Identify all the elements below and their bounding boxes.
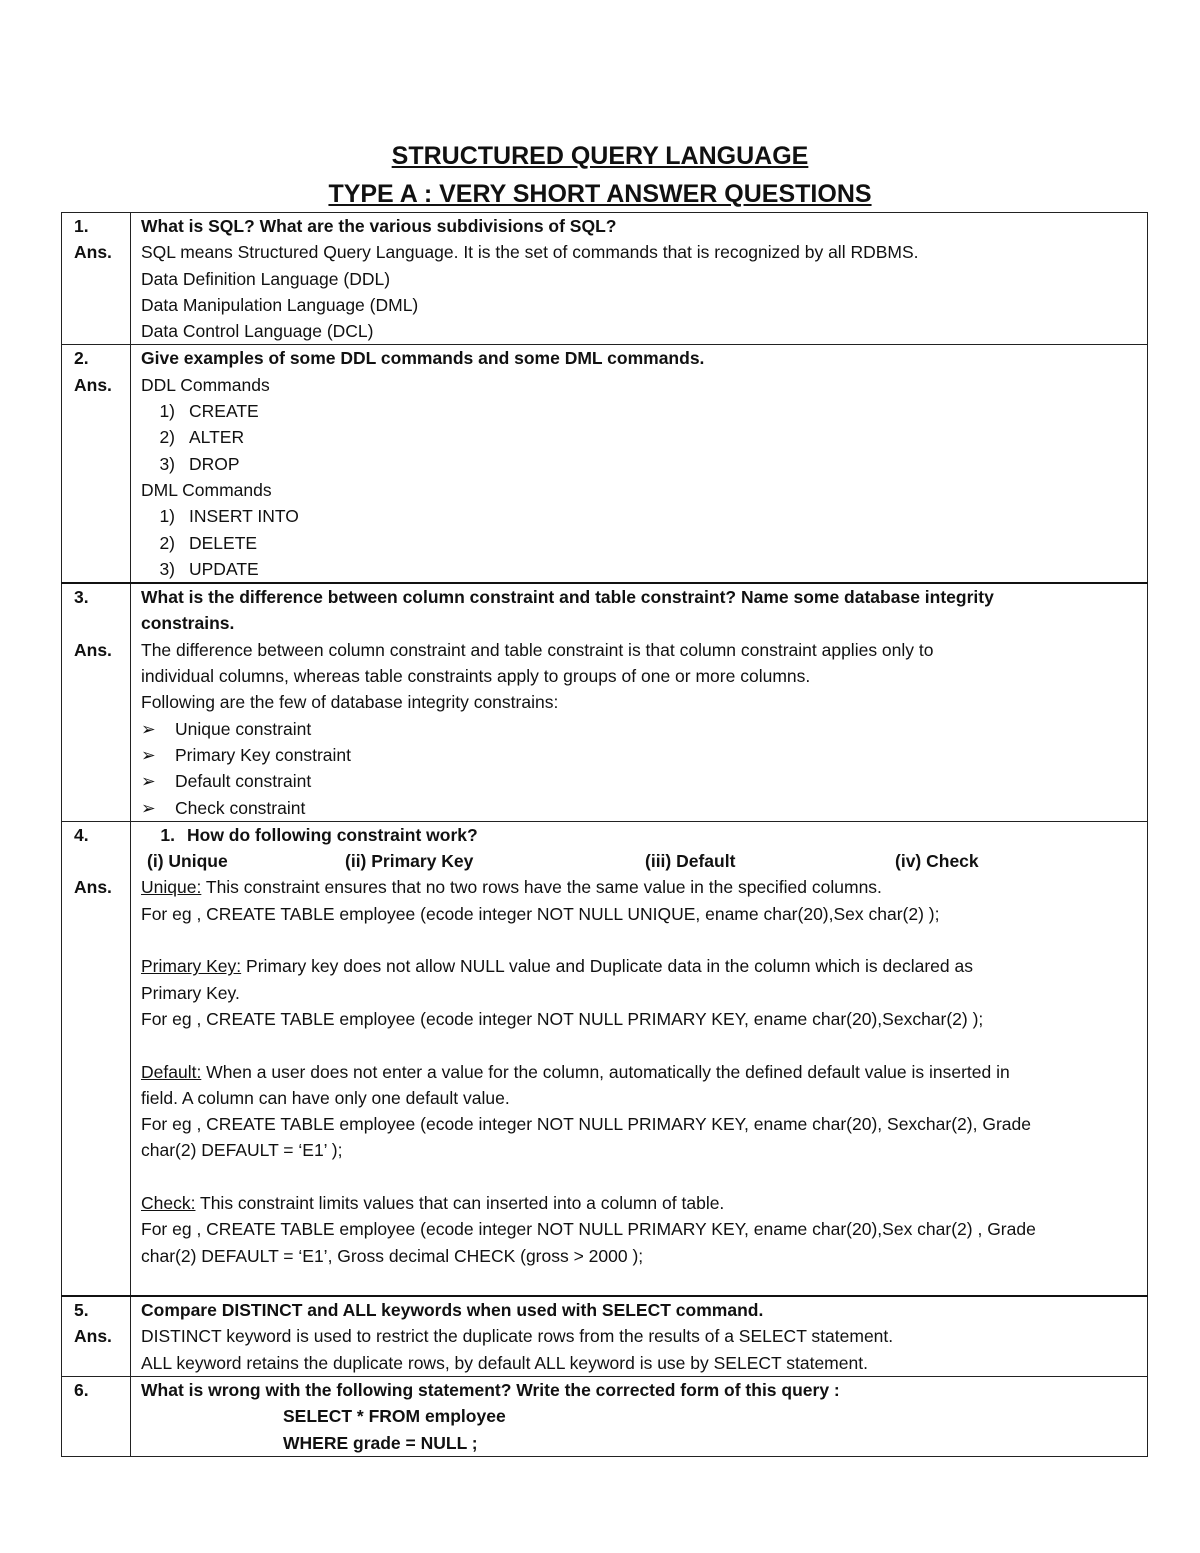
- qa-table: [61, 212, 1148, 1457]
- question-row-1: [62, 213, 1148, 345]
- list-item: [141, 530, 1139, 556]
- code-line: SELECT * FROM employee: [283, 1406, 506, 1427]
- example-line: For eg , CREATE TABLE employee (ecode integer NOT NULL PRIMARY KEY, ename char(20),Sex char(2) , Grade: [141, 1219, 1036, 1240]
- example-line: char(2) DEFAULT = ‘E1’, Gross decimal CHECK (gross > 2000 );: [141, 1245, 644, 1266]
- question-text: 1. How do following constraint work?: [141, 822, 1139, 848]
- list-number: 2): [159, 427, 175, 448]
- question-row-3: [62, 583, 1148, 821]
- number-cell: [62, 1377, 131, 1457]
- question-text: Give examples of some DDL commands and some DML commands.: [141, 348, 705, 369]
- option-default: (iii) Default: [645, 851, 736, 872]
- option-unique: (i) Unique: [147, 851, 228, 872]
- sub-number: 1.: [160, 824, 175, 845]
- list-item: [141, 795, 1139, 821]
- answer-line: Data Control Language (DCL): [141, 321, 374, 342]
- list-text: Unique constraint: [175, 718, 312, 739]
- list-item: [141, 768, 1139, 794]
- number-cell: [62, 583, 131, 821]
- answer-line: individual columns, whereas table constraints apply to groups of one or more columns.: [141, 666, 811, 687]
- answer-line: DISTINCT keyword is used to restrict the duplicate rows from the results of a SELECT statement.: [141, 1326, 894, 1347]
- list-number: 3): [159, 453, 175, 474]
- answer-line: Primary Key.: [141, 982, 240, 1003]
- question-row-2: [62, 345, 1148, 583]
- page-subtitle: TYPE A : VERY SHORT ANSWER QUESTIONS: [328, 180, 872, 208]
- list-item: [141, 398, 1139, 424]
- number-cell: [62, 821, 131, 1296]
- term-label: Check:: [141, 1192, 196, 1213]
- answer-line: Default: When a user does not enter a value for the column, automatically the defined default value is inserted in: [141, 1061, 1010, 1082]
- question-text: What is the difference between column constraint and table constraint? Name some database integrity: [141, 587, 994, 608]
- content-cell: [131, 1377, 1148, 1457]
- content-cell: [131, 345, 1148, 583]
- example-line: For eg , CREATE TABLE employee (ecode integer NOT NULL UNIQUE, ename char(20),Sex char(2) );: [141, 903, 940, 924]
- arrow-bullet-icon: ➢: [141, 744, 156, 765]
- list-text: UPDATE: [189, 558, 259, 579]
- answer-line: field. A column can have only one default value.: [141, 1087, 510, 1108]
- content-cell: [131, 821, 1148, 1296]
- list-text: ALTER: [189, 427, 245, 448]
- question-row-6: [62, 1377, 1148, 1457]
- option-check: (iv) Check: [895, 851, 979, 872]
- list-text: Default constraint: [175, 771, 312, 792]
- answer-line: Data Manipulation Language (DML): [141, 294, 419, 315]
- content-cell: [131, 583, 1148, 821]
- question-number: 4.: [74, 824, 89, 845]
- option-primary-key: (ii) Primary Key: [345, 851, 474, 872]
- list-text: DROP: [189, 453, 240, 474]
- number-cell: [62, 213, 131, 345]
- list-number: 3): [159, 558, 175, 579]
- answer-line: Check: This constraint limits values that can inserted into a column of table.: [141, 1192, 725, 1213]
- answer-label: Ans.: [74, 374, 112, 395]
- term-label: Primary Key:: [141, 956, 242, 977]
- question-number: 5.: [74, 1300, 89, 1321]
- ddl-heading: DDL Commands: [141, 374, 270, 395]
- question-text: What is SQL? What are the various subdivisions of SQL?: [141, 216, 617, 236]
- answer-label: Ans.: [74, 242, 112, 263]
- term-label: Unique:: [141, 877, 202, 898]
- question-text: constrains.: [141, 613, 235, 634]
- list-item: [141, 716, 1139, 742]
- list-text: Primary Key constraint: [175, 744, 352, 765]
- answer-line: SQL means Structured Query Language. It is the set of commands that is recognized by all RDBMS.: [141, 242, 919, 263]
- code-line: WHERE grade = NULL ;: [283, 1432, 478, 1453]
- arrow-bullet-icon: ➢: [141, 718, 156, 739]
- term-label: Default:: [141, 1061, 202, 1082]
- question-number: 6.: [74, 1380, 89, 1401]
- arrow-bullet-icon: ➢: [141, 771, 156, 792]
- list-text: CREATE: [189, 401, 259, 422]
- answer-line: Unique: This constraint ensures that no two rows have the same value in the specified columns.: [141, 877, 882, 898]
- list-text: Check constraint: [175, 797, 306, 818]
- question-number: 1.: [74, 216, 89, 236]
- example-line: For eg , CREATE TABLE employee (ecode integer NOT NULL PRIMARY KEY, ename char(20),Sexchar(2) );: [141, 1008, 984, 1029]
- content-cell: [131, 1296, 1148, 1376]
- question-number: 2.: [74, 348, 89, 369]
- list-number: 1): [159, 401, 175, 422]
- list-text: INSERT INTO: [189, 506, 299, 527]
- answer-line: Following are the few of database integrity constrains:: [141, 692, 559, 713]
- question-row-5: [62, 1296, 1148, 1376]
- list-text: DELETE: [189, 532, 258, 553]
- question-text: Compare DISTINCT and ALL keywords when used with SELECT command.: [141, 1300, 764, 1321]
- number-cell: [62, 345, 131, 583]
- question-number: 3.: [74, 587, 89, 608]
- answer-line: Primary Key: Primary key does not allow NULL value and Duplicate data in the column which is declared as: [141, 956, 973, 977]
- answer-line: The difference between column constraint and table constraint is that column constraint applies only to: [141, 639, 934, 660]
- list-number: 2): [159, 532, 175, 553]
- content-cell: [131, 213, 1148, 345]
- page-title: STRUCTURED QUERY LANGUAGE: [391, 142, 809, 170]
- answer-line: Data Definition Language (DDL): [141, 268, 391, 289]
- question-text: What is wrong with the following statement? Write the corrected form of this query :: [141, 1380, 840, 1401]
- answer-label: Ans.: [74, 1326, 112, 1347]
- answer-label: Ans.: [74, 639, 112, 660]
- dml-heading: DML Commands: [141, 479, 272, 500]
- list-item: [141, 742, 1139, 768]
- list-item: [141, 503, 1139, 529]
- list-item: [141, 556, 1139, 582]
- constraint-options: [141, 848, 1139, 874]
- example-line: char(2) DEFAULT = ‘E1’ );: [141, 1140, 343, 1161]
- list-item: [141, 451, 1139, 477]
- list-item: [141, 424, 1139, 450]
- question-row-4: [62, 821, 1148, 1296]
- example-line: For eg , CREATE TABLE employee (ecode integer NOT NULL PRIMARY KEY, ename char(20), Sexchar(2), Grade: [141, 1114, 1031, 1135]
- arrow-bullet-icon: ➢: [141, 797, 156, 818]
- answer-label: Ans.: [74, 877, 112, 898]
- answer-line: ALL keyword retains the duplicate rows, by default ALL keyword is use by SELECT statement.: [141, 1352, 868, 1373]
- number-cell: [62, 1296, 131, 1376]
- list-number: 1): [159, 506, 175, 527]
